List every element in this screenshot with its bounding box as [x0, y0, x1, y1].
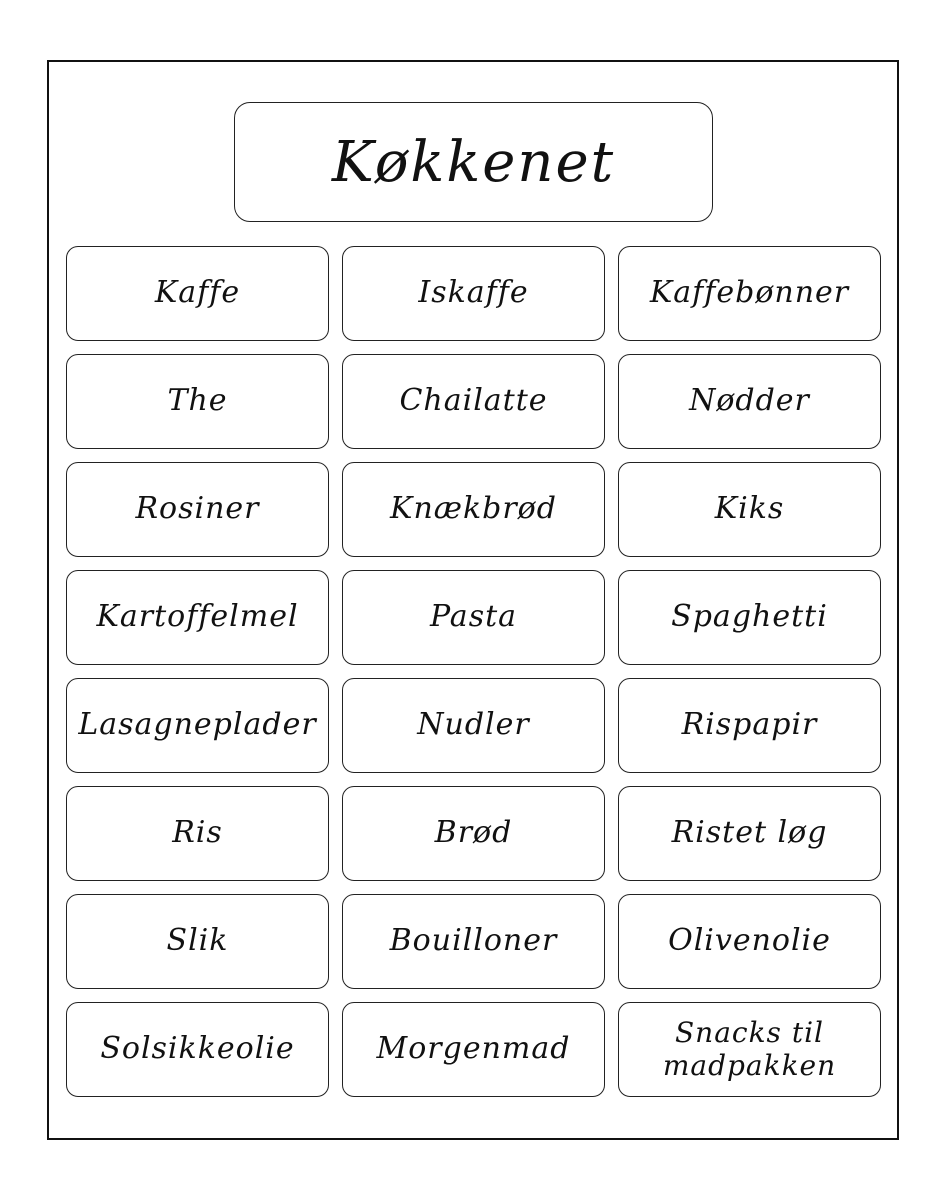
label-card: Chailatte: [342, 354, 605, 449]
label-card: The: [66, 354, 329, 449]
label-grid: [66, 246, 882, 1097]
label-card: Brød: [342, 786, 605, 881]
label-card: Slik: [66, 894, 329, 989]
label-card: Rispapir: [618, 678, 881, 773]
page-title: Køkkenet: [234, 102, 713, 222]
label-card: Nødder: [618, 354, 881, 449]
label-card: Kaffe: [66, 246, 329, 341]
label-card: Bouilloner: [342, 894, 605, 989]
label-card: Ris: [66, 786, 329, 881]
label-card: Iskaffe: [342, 246, 605, 341]
label-card: Spaghetti: [618, 570, 881, 665]
label-card: Kiks: [618, 462, 881, 557]
label-card: Rosiner: [66, 462, 329, 557]
label-card: Ristet løg: [618, 786, 881, 881]
label-card: Snacks til madpakken: [618, 1002, 881, 1097]
label-card: Nudler: [342, 678, 605, 773]
label-card: Morgenmad: [342, 1002, 605, 1097]
label-card: Lasagneplader: [66, 678, 329, 773]
label-card: Kaffebønner: [618, 246, 881, 341]
label-card: Solsikkeolie: [66, 1002, 329, 1097]
label-card: Kartoffelmel: [66, 570, 329, 665]
label-card: Pasta: [342, 570, 605, 665]
label-card: Knækbrød: [342, 462, 605, 557]
label-card: Olivenolie: [618, 894, 881, 989]
